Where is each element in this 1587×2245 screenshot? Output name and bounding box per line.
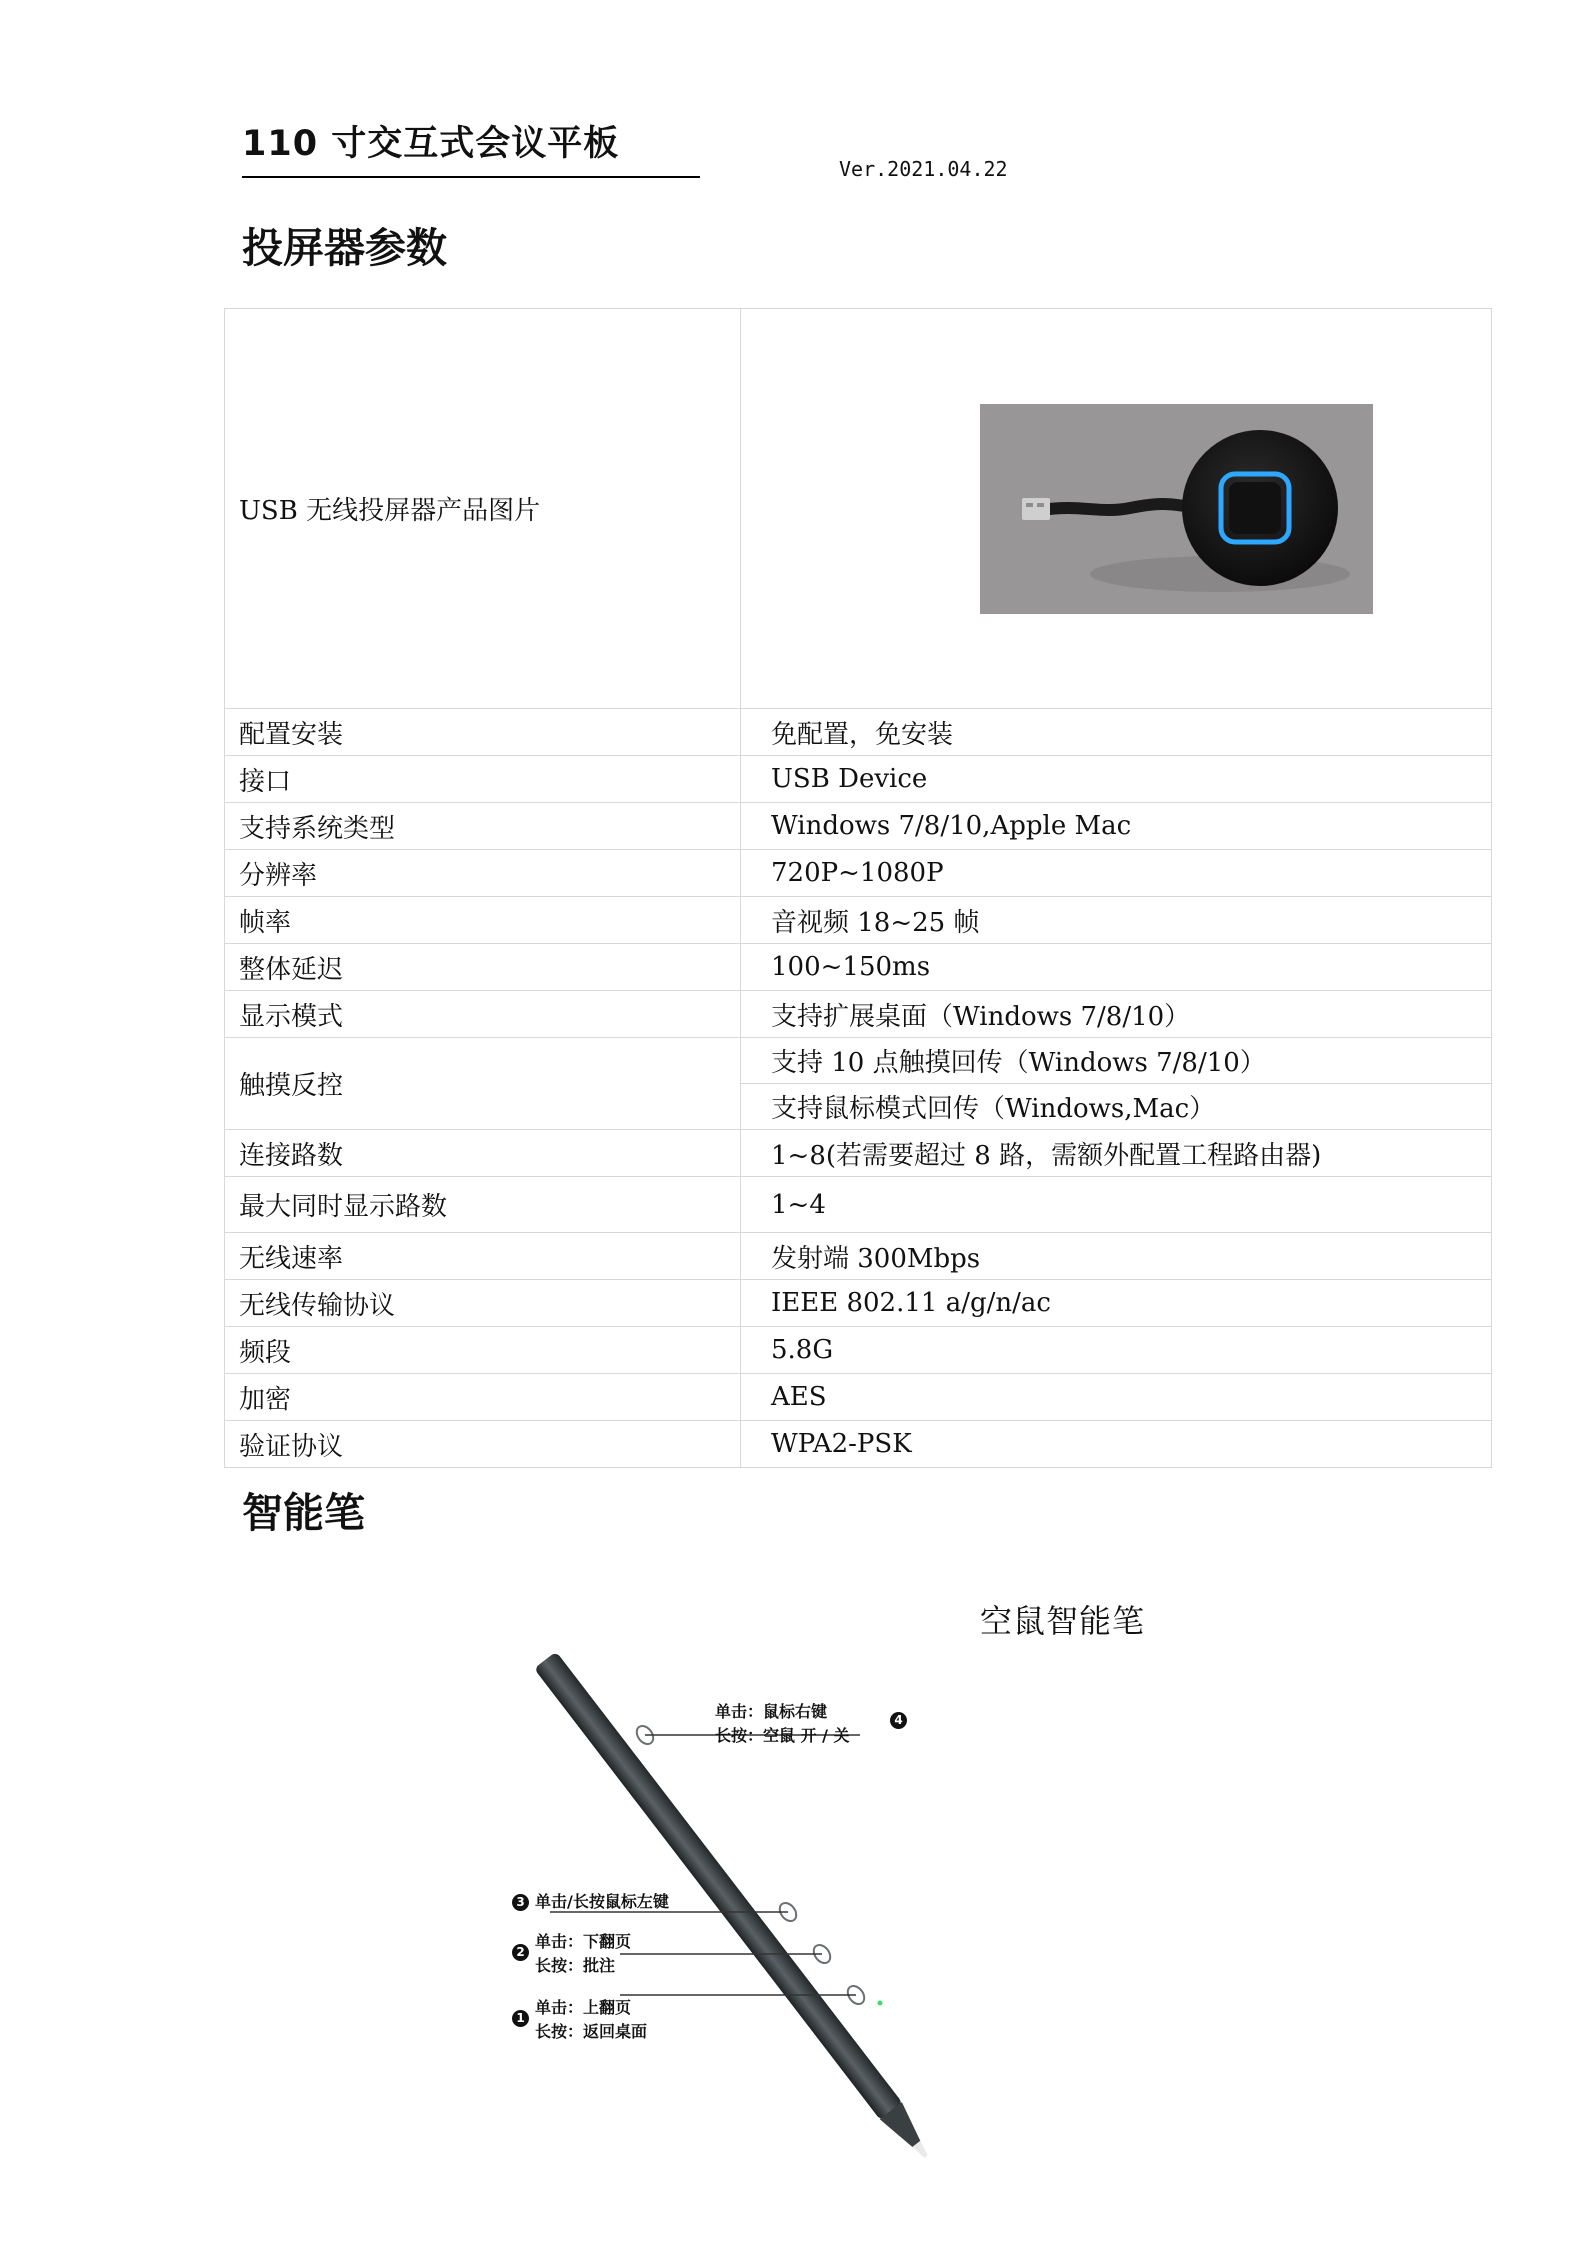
pen-callout-left-button	[535, 1890, 669, 1914]
table-row	[225, 1130, 1492, 1177]
spec-value: 支持扩展桌面（Windows 7/8/10）	[741, 991, 1492, 1038]
spec-value: 支持鼠标模式回传（Windows,Mac）	[741, 1084, 1492, 1130]
smart-pen-figure	[460, 1570, 1240, 2170]
callout-line: 长按：返回桌面	[535, 2022, 648, 2041]
spec-value: 720P~1080P	[741, 850, 1492, 897]
projector-section-heading: 投屏器参数	[242, 224, 447, 272]
spec-label: 配置安装	[225, 709, 741, 756]
callout-line: 单击：上翻页	[535, 1998, 632, 2017]
title-underline	[242, 176, 700, 178]
table-row	[225, 803, 1492, 850]
spec-value: 免配置，免安装	[741, 709, 1492, 756]
table-row	[225, 1421, 1492, 1468]
spec-label: 无线传输协议	[225, 1280, 741, 1327]
table-row	[225, 1177, 1492, 1233]
spec-label: 触摸反控	[225, 1038, 741, 1130]
spec-label: 验证协议	[225, 1421, 741, 1468]
product-image-cell	[741, 309, 1492, 709]
spec-label: 频段	[225, 1327, 741, 1374]
table-row	[225, 1280, 1492, 1327]
spec-label: 连接路数	[225, 1130, 741, 1177]
table-row	[225, 1327, 1492, 1374]
spec-value: 100~150ms	[741, 944, 1492, 991]
callout-line: 单击：下翻页	[535, 1932, 632, 1951]
spec-value: 1~4	[741, 1177, 1492, 1233]
table-row	[225, 850, 1492, 897]
callout-line: 单击：鼠标右键	[715, 1702, 828, 1721]
pen-callout-page-down	[535, 1930, 631, 1978]
spec-label: 显示模式	[225, 991, 741, 1038]
spec-label: 无线速率	[225, 1233, 741, 1280]
table-row	[225, 756, 1492, 803]
spec-label: 分辨率	[225, 850, 741, 897]
spec-label: 接口	[225, 756, 741, 803]
spec-value: 支持 10 点触摸回传（Windows 7/8/10）	[741, 1038, 1492, 1084]
spec-value: Windows 7/8/10,Apple Mac	[741, 803, 1492, 850]
spec-value: AES	[741, 1374, 1492, 1421]
callout-badge: 2	[512, 1944, 529, 1961]
table-row	[225, 1038, 1492, 1084]
table-row	[225, 991, 1492, 1038]
callout-badge: 4	[890, 1712, 907, 1729]
callout-line: 长按：空鼠 开 / 关	[715, 1726, 850, 1745]
projector-spec-table	[224, 308, 1492, 1468]
table-row	[225, 709, 1492, 756]
callout-badge: 3	[512, 1894, 529, 1911]
spec-label: 支持系统类型	[225, 803, 741, 850]
wireless-projector-icon	[980, 404, 1373, 614]
pen-callout-right-button	[715, 1700, 850, 1748]
table-row	[225, 309, 1492, 709]
table-row	[225, 944, 1492, 991]
callout-badge: 1	[512, 2010, 529, 2027]
spec-value: IEEE 802.11 a/g/n/ac	[741, 1280, 1492, 1327]
spec-value: USB Device	[741, 756, 1492, 803]
spec-label: 整体延迟	[225, 944, 741, 991]
pen-callout-page-up	[535, 1996, 647, 2044]
pen-section-heading: 智能笔	[242, 1489, 365, 1537]
table-row	[225, 1374, 1492, 1421]
pen-figure-caption: 空鼠智能笔	[980, 1602, 1146, 1640]
spec-value: 5.8G	[741, 1327, 1492, 1374]
spec-value: 发射端 300Mbps	[741, 1233, 1492, 1280]
smart-pen-icon	[460, 1570, 1240, 2170]
spec-label: 加密	[225, 1374, 741, 1421]
spec-value: WPA2-PSK	[741, 1421, 1492, 1468]
callout-line: 单击/长按鼠标左键	[535, 1892, 669, 1911]
spec-label: 最大同时显示路数	[225, 1177, 741, 1233]
spec-value: 1~8(若需要超过 8 路，需额外配置工程路由器)	[741, 1130, 1492, 1177]
usb-connector-icon	[1022, 498, 1050, 520]
document-title: 110 寸交互式会议平板	[242, 124, 620, 164]
callout-line: 长按：批注	[535, 1956, 616, 1975]
table-row	[225, 897, 1492, 944]
spec-value: 音视频 18~25 帧	[741, 897, 1492, 944]
spec-label: 帧率	[225, 897, 741, 944]
version-label: Ver.2021.04.22	[839, 157, 1008, 181]
table-row	[225, 1233, 1492, 1280]
spec-label: USB 无线投屏器产品图片	[225, 309, 741, 709]
